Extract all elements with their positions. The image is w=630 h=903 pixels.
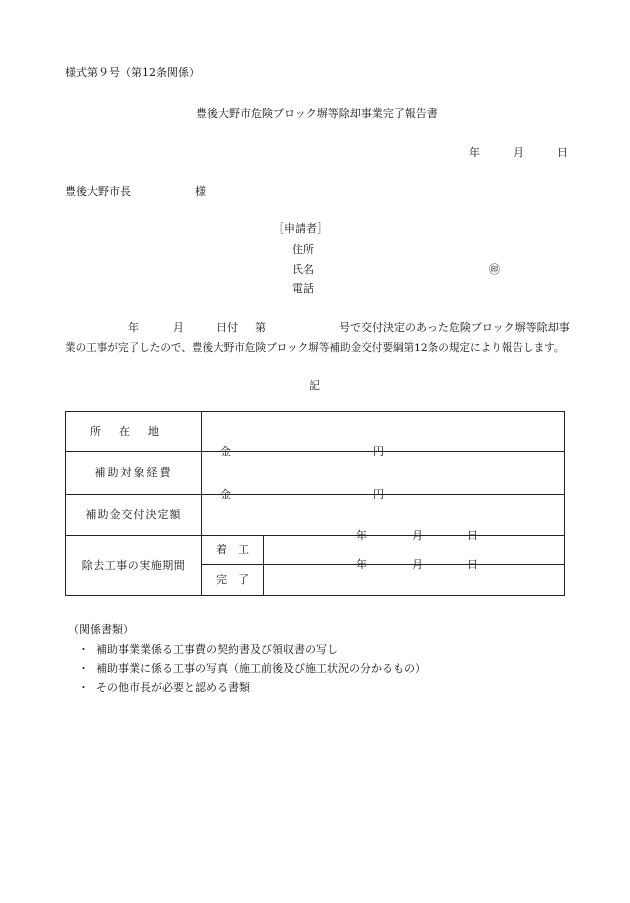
list-item-text: 補助事業に係る工事の写真（施工前後及び施工状況の分かるもの）: [96, 662, 426, 675]
list-item: [78, 681, 250, 695]
ki-mark: 記: [309, 379, 320, 392]
grant-amount-kin: 金: [220, 488, 231, 501]
start-day: 日: [467, 529, 478, 542]
list-item-text: 補助事業業係る工事費の契約書及び領収書の写し: [96, 643, 338, 656]
date-year: 年: [469, 146, 480, 159]
document-title: 豊後大野市危険ブロック塀等除却事業完了報告書: [196, 107, 438, 120]
related-docs-heading: （関係書類）: [68, 623, 134, 636]
applicant-phone-label: 電話: [292, 282, 314, 295]
list-item: [78, 662, 426, 676]
location-row: [66, 412, 565, 452]
start-label: 着 工: [202, 536, 264, 565]
start-month: 月: [412, 529, 423, 542]
body-day: 日付: [216, 321, 238, 334]
seal-mark: ㊞: [489, 263, 500, 276]
eligible-cost-yen: 円: [373, 445, 384, 458]
start-year: 年: [356, 529, 367, 542]
applicant-address-label: 住所: [292, 243, 314, 256]
report-table: [65, 411, 565, 596]
addressee-honorific: 様: [195, 185, 206, 198]
date-month: 月: [513, 146, 524, 159]
end-day: 日: [467, 558, 478, 571]
body-month: 月: [173, 321, 184, 334]
grant-amount-label: 補助金交付決定額: [66, 495, 202, 536]
body-line1-text: 号で交付決定のあった危険ブロック塀等除却事: [339, 321, 570, 334]
date-day: 日: [557, 146, 568, 159]
applicant-heading: ［申請者］: [273, 222, 328, 235]
end-year: 年: [356, 558, 367, 571]
body-dai: 第: [255, 321, 266, 334]
location-label: 所在地: [90, 424, 177, 438]
list-item: [78, 643, 338, 657]
grant-amount-yen: 円: [373, 488, 384, 501]
location-label-cell: [66, 412, 202, 452]
eligible-cost-kin: 金: [220, 445, 231, 458]
period-label: 除去工事の実施期間: [66, 536, 202, 596]
bullet-icon: ・: [78, 662, 89, 675]
eligible-cost-row: [66, 452, 565, 495]
body-year: 年: [128, 321, 139, 334]
bullet-icon: ・: [78, 643, 89, 656]
list-item-text: その他市長が必要と認める書類: [96, 681, 250, 694]
end-label: 完 了: [202, 565, 264, 596]
bullet-icon: ・: [78, 681, 89, 694]
end-month: 月: [412, 558, 423, 571]
body-line2: 業の工事が完了したので、豊後大野市危険ブロック塀等補助金交付要綱第12条の規定により報告します。: [65, 342, 565, 354]
end-date-cell[interactable]: [264, 558, 565, 596]
form-number: 様式第９号（第12条関係）: [65, 66, 200, 79]
start-row: [66, 536, 565, 565]
grant-amount-row: [66, 495, 565, 536]
addressee-name: 豊後大野市長: [65, 185, 131, 198]
applicant-name-label: 氏名: [292, 263, 314, 276]
eligible-cost-label: 補助対象経費: [66, 452, 202, 495]
grant-amount-value-cell[interactable]: [202, 488, 565, 536]
